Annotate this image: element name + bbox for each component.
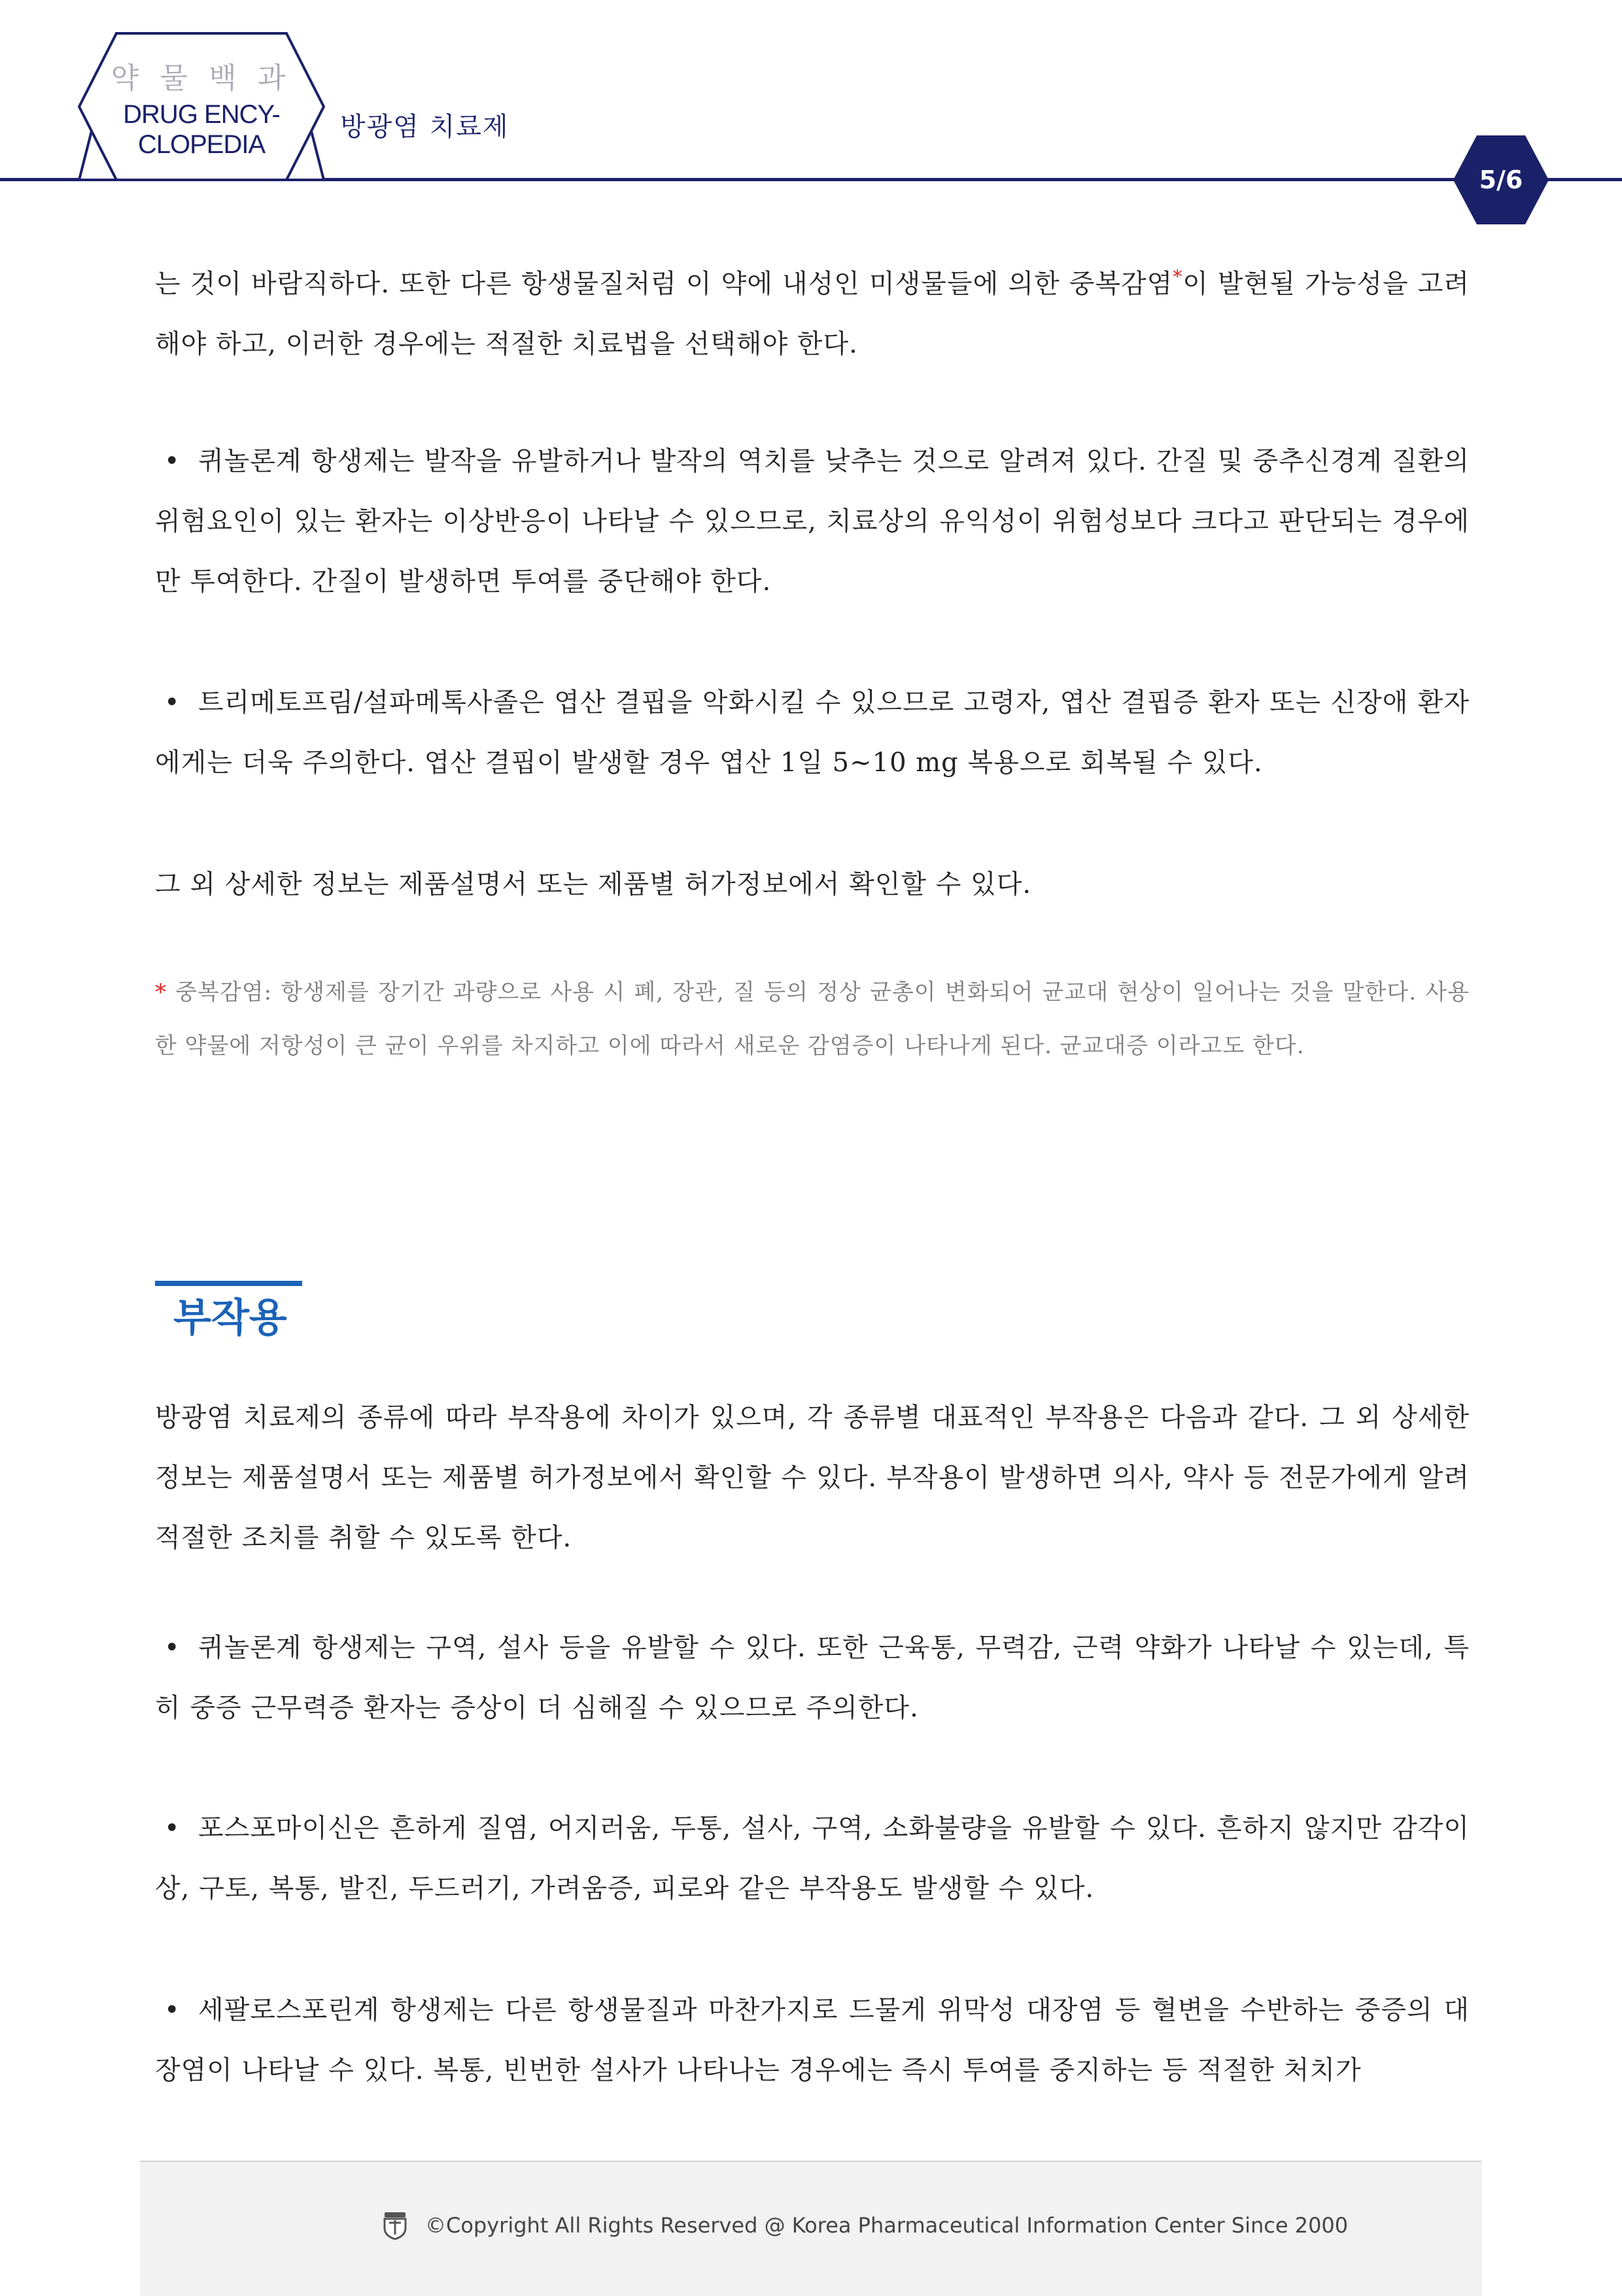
page-number: 5/6	[1479, 165, 1523, 194]
logo-korean-text: 약 물 백 과	[111, 62, 292, 94]
bullet-item	[155, 1798, 1470, 1919]
bullet-text: 세팔로스포린계 항생제는 다른 항생물질과 마찬가지로 드물게 위막성 대장염 등 혈변을 수반하는 중증의 대장염이 나타날 수 있다. 복통, 빈번한 설사가 나타나는 경우에는 즉시 투여를 중지하는 등 적절한 처치가	[155, 1995, 1470, 2085]
bullet-item	[155, 1980, 1470, 2100]
footnote	[155, 965, 1470, 1073]
kpic-emblem-icon	[383, 2211, 407, 2240]
bullet-text: 퀴놀론계 항생제는 구역, 설사 등을 유발할 수 있다. 또한 근육통, 무력감, 근력 약화가 나타날 수 있는데, 특히 중증 근무력증 환자는 증상이 더 심해질 수 있으므로 주의한다.	[155, 1633, 1470, 1723]
bullet-text: 퀴놀론계 항생제는 발작을 유발하거나 발작의 역치를 낮추는 것으로 알려져 있다. 간질 및 중추신경계 질환의 위험요인이 있는 환자는 이상반응이 나타날 수 있으므로, 치료상의 유익성이 위험성보다 크다고 판단되는 경우에만 투여한다. 간질이 발생하면 투여를 중단해야 한다.	[155, 446, 1470, 597]
logo-english-text	[77, 99, 326, 160]
footnote-star: *	[155, 979, 167, 1005]
paragraph: 그 외 상세한 정보는 제품설명서 또는 제품별 허가정보에서 확인할 수 있다.	[155, 869, 1032, 899]
section-accent-bar	[155, 1281, 302, 1286]
bullet-item	[155, 431, 1470, 612]
footnote-marker: *	[1173, 266, 1183, 288]
bullet-text: 포스포마이신은 흔하게 질염, 어지러움, 두통, 설사, 구역, 소화불량을 유발할 수 있다. 흔하지 않지만 감각이상, 구토, 복통, 발진, 두드러기, 가려움증, 피로와 같은 부작용도 발생할 수 있다.	[155, 1813, 1470, 1904]
paragraph-text: 는 것이 바람직하다. 또한 다른 항생물질처럼 이 약에 내성인 미생물들에 의한 중복감염	[155, 269, 1173, 299]
bullet-text: 트리메토프림/설파메톡사졸은 엽산 결핍을 악화시킬 수 있으므로 고령자, 엽산 결핍증 환자 또는 신장애 환자에게는 더욱 주의한다. 엽산 결핍이 발생할 경우 엽산 1일 5~10 mg 복용으로 회복될 수 있다.	[155, 687, 1470, 778]
footnote-text: 중복감염: 항생제를 장기간 과량으로 사용 시 폐, 장관, 질 등의 정상 균총이 변화되어 균교대 현상이 일어나는 것을 말한다. 사용한 약물에 저항성이 큰 균이 우위를 차지하고 이에 따라서 새로운 감염증이 나타나게 된다. 균교대증 이라고도 한다.	[155, 979, 1470, 1059]
bullet-item	[155, 1618, 1470, 1738]
section-heading: 부작용	[173, 1295, 287, 1341]
paragraph-text: 이 발현될 가능성을 고려해야 하고, 이러한 경우에는 적절한 치료법을 선택해야 한다.	[155, 269, 1470, 359]
paragraph-continued	[155, 254, 1470, 374]
logo-english-line-1: DRUG ENCY-	[123, 100, 280, 129]
bullet-icon: •	[164, 1633, 181, 1663]
bullet-item	[155, 672, 1470, 793]
logo[interactable]	[77, 31, 326, 182]
bullet-icon: •	[164, 1813, 181, 1843]
bullet-icon: •	[164, 687, 181, 718]
bullet-icon: •	[164, 446, 181, 476]
logo-english-line-2: CLOPEDIA	[137, 130, 266, 159]
bullet-icon: •	[164, 1995, 181, 2025]
document-title: 방광염 치료제	[340, 112, 509, 142]
paragraph: 방광염 치료제의 종류에 따라 부작용에 차이가 있으며, 각 종류별 대표적인 부작용은 다음과 같다. 그 외 상세한 정보는 제품설명서 또는 제품별 허가정보에서 확인할 수 있다. 부작용이 발생하면 의사, 약사 등 전문가에게 알려 적절한 조치를 취할 수 있도록 한다.	[155, 1402, 1470, 1553]
copyright-text: ©Copyright All Rights Reserved @ Korea Pharmaceutical Information Center Since 2000	[425, 2213, 1349, 2238]
